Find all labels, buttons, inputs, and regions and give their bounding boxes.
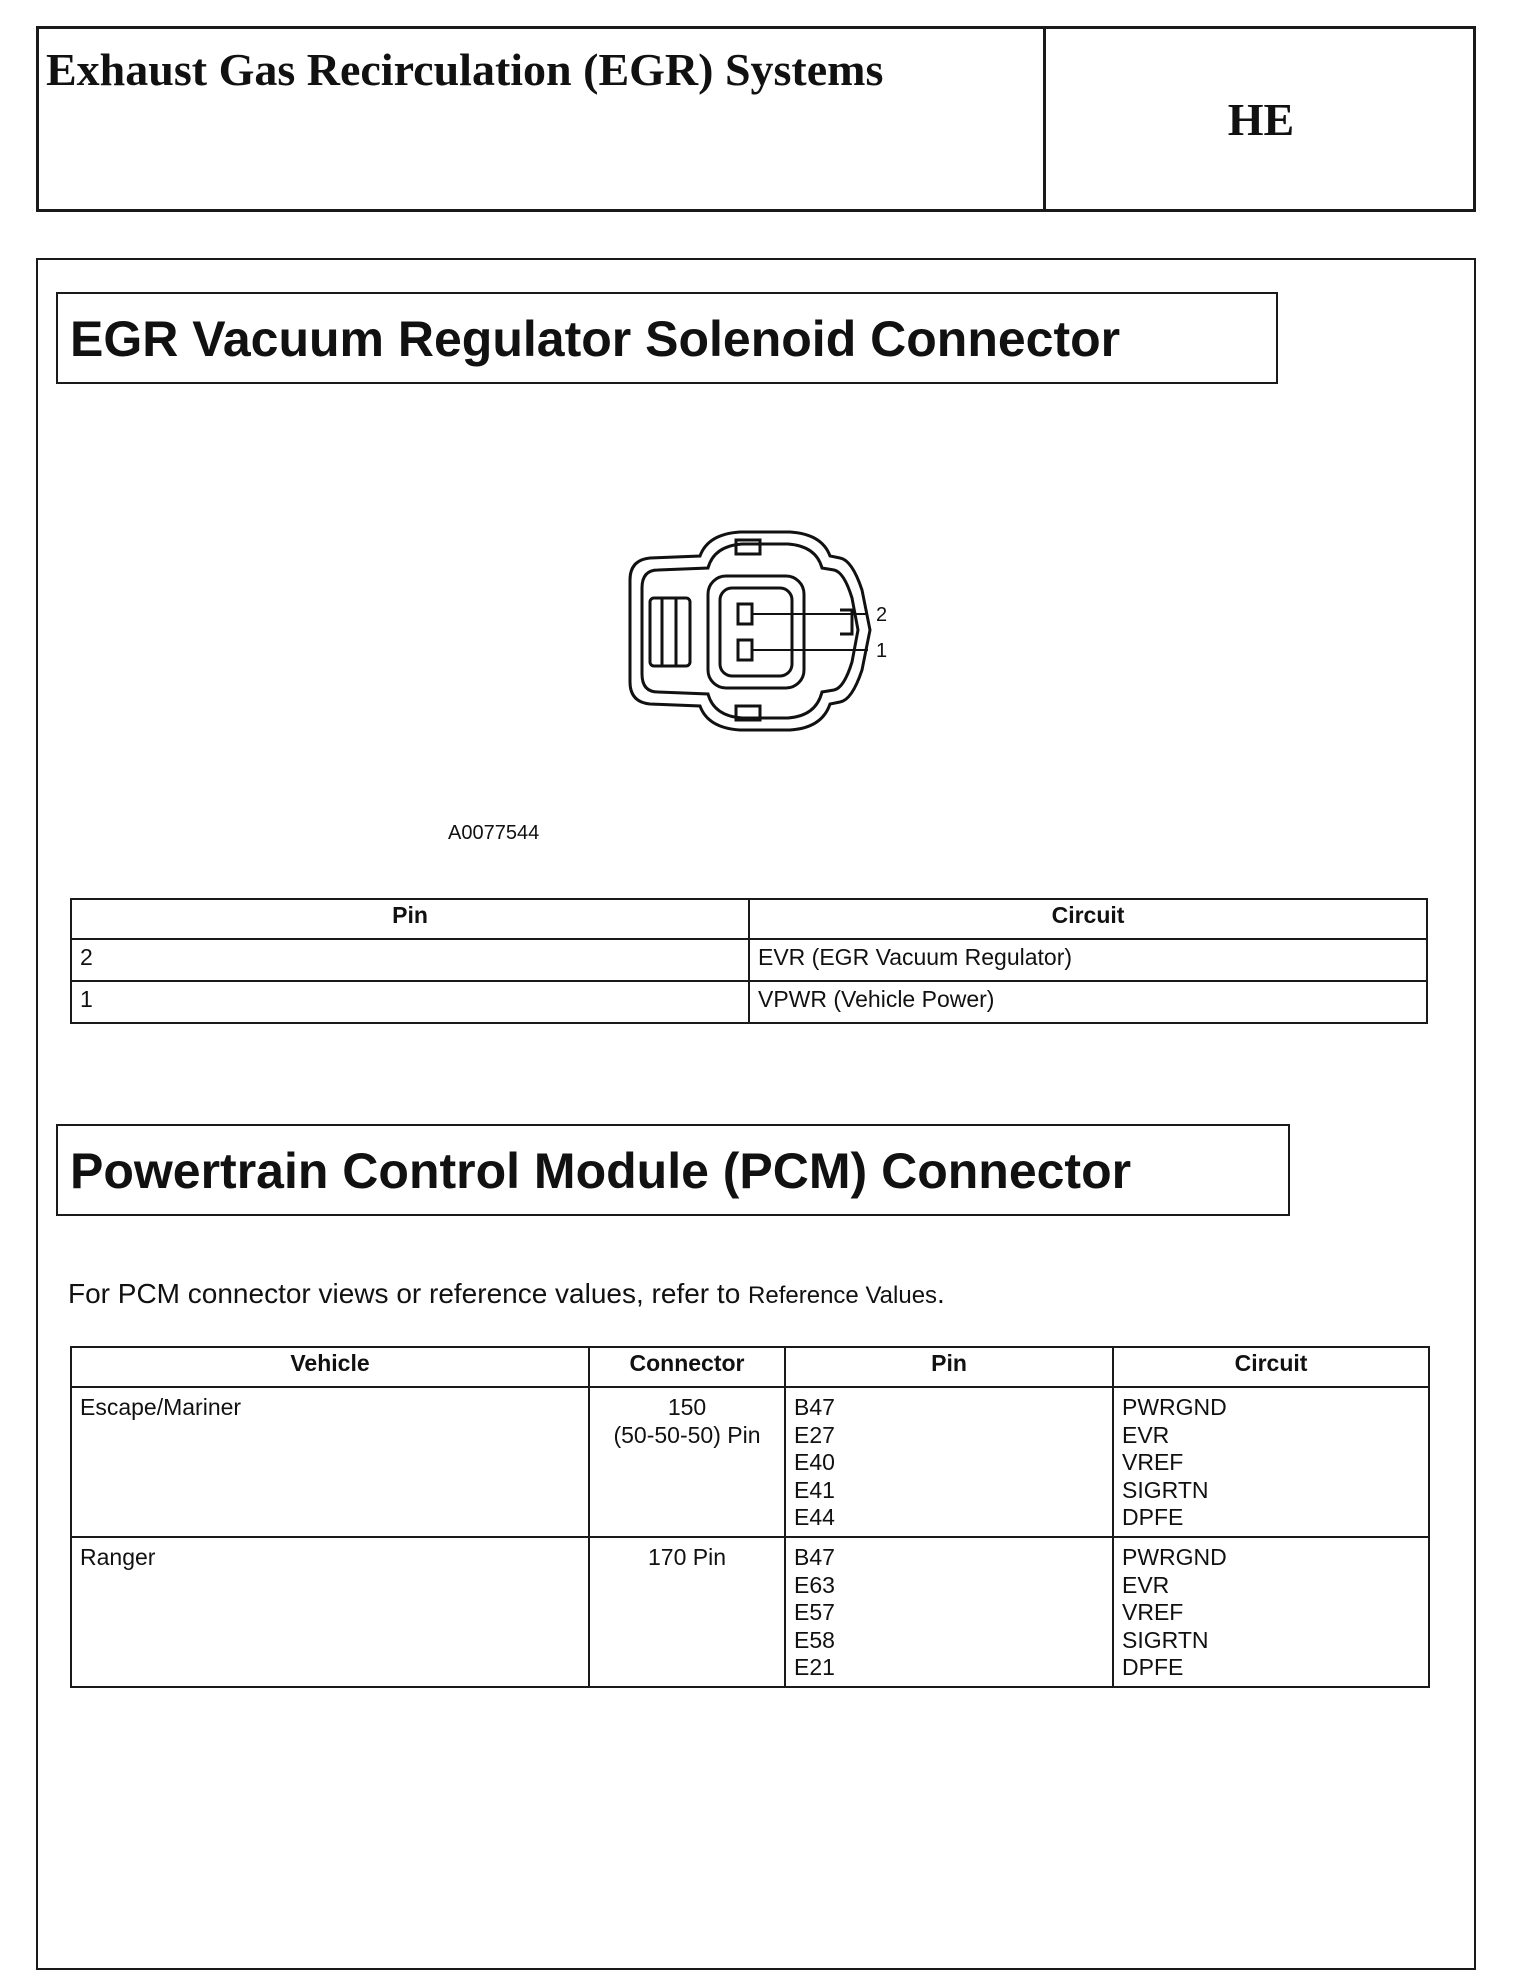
connector-line: 170 Pin: [647, 1544, 726, 1570]
pin-value: E27: [794, 1421, 835, 1448]
table-row: [71, 1387, 1429, 1537]
circuit-value: DPFE: [1122, 1504, 1184, 1530]
connector-cell: [589, 1387, 785, 1537]
document-title: Exhaust Gas Recirculation (EGR) Systems: [46, 44, 884, 95]
pin-1-callout: 1: [876, 640, 888, 662]
connector-line: 150: [667, 1394, 707, 1420]
column-header-vehicle: Vehicle: [71, 1347, 589, 1387]
circuit-value: PWRGND: [1122, 1394, 1227, 1420]
circuit-value: EVR: [1122, 1421, 1170, 1448]
reference-values-link[interactable]: Reference Values: [748, 1282, 938, 1309]
table-row: [71, 939, 1427, 981]
circuit-value: DPFE: [1122, 1654, 1184, 1680]
pin-1-terminal: [738, 640, 752, 660]
circuit-value: SIGRTN: [1122, 1476, 1209, 1503]
pin-value: E44: [794, 1504, 835, 1530]
egr-pin-table: [70, 898, 1428, 1024]
circuit-value: EVR: [1122, 1571, 1170, 1598]
column-header-pin: Pin: [71, 899, 749, 939]
circuit-cell: [1113, 1537, 1429, 1687]
connector-shell: [630, 532, 870, 730]
circuit-cell: VPWR (Vehicle Power): [749, 981, 1427, 1023]
reference-note: [68, 1278, 945, 1310]
pin-value: E57: [794, 1599, 835, 1625]
connector-cell: [589, 1537, 785, 1687]
connector-line: (50-50-50) Pin: [613, 1421, 761, 1448]
table-row: [71, 981, 1427, 1023]
table-header-row: [71, 1347, 1429, 1387]
pin-value: B47: [794, 1394, 835, 1420]
pin-2-callout: 2: [876, 604, 888, 626]
vehicle-cell: Escape/Mariner: [71, 1387, 589, 1537]
egr-connector-diagram: [590, 510, 920, 750]
pin-value: E21: [794, 1654, 835, 1680]
section-code: HE: [1227, 93, 1295, 145]
column-header-connector: Connector: [589, 1347, 785, 1387]
connector-latch: [650, 598, 690, 666]
circuit-value: PWRGND: [1122, 1544, 1227, 1570]
circuit-cell: EVR (EGR Vacuum Regulator): [749, 939, 1427, 981]
table-row: [71, 1537, 1429, 1687]
pcm-section-heading: Powertrain Control Module (PCM) Connector: [56, 1124, 1290, 1216]
pin-value: E40: [794, 1449, 835, 1475]
pin-cell: 2: [71, 939, 749, 981]
vehicle-cell: Ranger: [71, 1537, 589, 1687]
column-header-circuit: Circuit: [1113, 1347, 1429, 1387]
circuit-value: VREF: [1122, 1599, 1184, 1625]
pin-2-terminal: [738, 604, 752, 624]
connector-shell-inner: [642, 544, 858, 718]
circuit-cell: [1113, 1387, 1429, 1537]
pin-cavity-inner: [720, 588, 792, 676]
circuit-value: SIGRTN: [1122, 1626, 1209, 1653]
reference-suffix: .: [937, 1278, 945, 1309]
circuit-value: VREF: [1122, 1449, 1184, 1475]
pin-cell: [785, 1387, 1113, 1537]
pin-value: E58: [794, 1626, 835, 1653]
pin-value: E41: [794, 1476, 835, 1503]
egr-section-heading: EGR Vacuum Regulator Solenoid Connector: [56, 292, 1278, 384]
figure-id: A0077544: [448, 822, 540, 844]
pcm-connector-table: [70, 1346, 1430, 1688]
pin-value: E63: [794, 1571, 835, 1598]
column-header-pin: Pin: [785, 1347, 1113, 1387]
connector-key-top: [736, 540, 760, 554]
reference-prefix: For PCM connector views or reference values, refer to: [68, 1278, 741, 1309]
column-header-circuit: Circuit: [749, 899, 1427, 939]
pin-cell: 1: [71, 981, 749, 1023]
pin-cell: [785, 1537, 1113, 1687]
pin-value: B47: [794, 1544, 835, 1570]
table-header-row: [71, 899, 1427, 939]
